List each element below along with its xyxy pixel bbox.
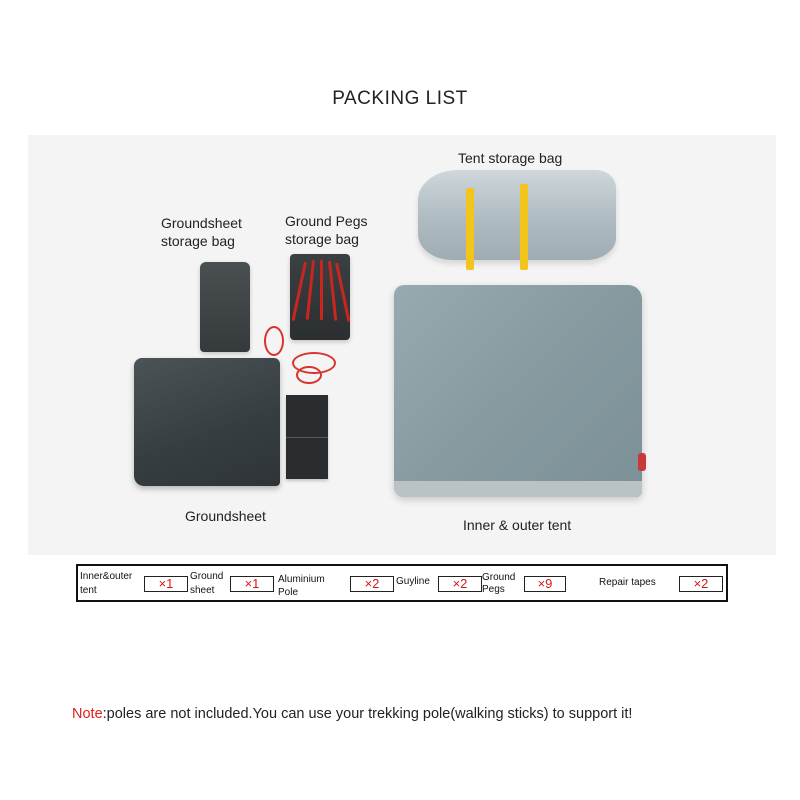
pegs-bag-label-line2: storage bag: [285, 231, 359, 247]
groundsheet-storage-bag: [200, 262, 250, 352]
ground-peg: [335, 263, 350, 322]
table-item-qty: ×1: [230, 576, 274, 592]
pegs-bag-label-line1: Ground Pegs: [285, 213, 368, 229]
table-item-qty: ×2: [679, 576, 723, 592]
table-item-qty: ×2: [438, 576, 482, 592]
note-prefix: Note: [72, 706, 103, 722]
tent-storage-bag-label: Tent storage bag: [458, 150, 563, 166]
bag-strap: [466, 188, 474, 270]
ground-peg: [320, 260, 323, 320]
table-item-label: Repair tapes: [599, 577, 656, 588]
table-item-label: Pole: [278, 587, 299, 598]
table-item-qty: ×9: [524, 576, 566, 592]
table-item-label: Inner&outer: [80, 571, 133, 582]
table-item-qty: ×1: [144, 576, 188, 592]
repair-tapes: [286, 395, 328, 479]
guyline: [264, 326, 284, 356]
table-item-label: Ground: [190, 571, 224, 582]
tent-storage-bag: [418, 170, 616, 260]
inner-outer-tent-label: Inner & outer tent: [463, 517, 572, 533]
table-item-label: Pegs: [482, 584, 505, 595]
table-item-label: Ground: [482, 572, 516, 583]
bag-strap: [520, 184, 528, 270]
page-title: PACKING LIST: [332, 88, 468, 109]
table-item-label: tent: [80, 585, 97, 596]
guyline: [296, 366, 322, 384]
groundsheet-label: Groundsheet: [185, 508, 266, 524]
ground-peg: [306, 260, 315, 320]
table-item-qty: ×2: [350, 576, 394, 592]
table-item-label: sheet: [190, 585, 215, 596]
groundsheet: [134, 358, 280, 486]
packing-table: [76, 564, 728, 602]
groundsheet-bag-label-line2: storage bag: [161, 233, 235, 249]
ground-pegs-storage-bag: [290, 254, 350, 340]
tent-edge: [394, 481, 642, 497]
tent-tag: [638, 453, 646, 471]
note-text: [72, 706, 632, 722]
inner-outer-tent: [394, 285, 642, 497]
ground-peg: [292, 262, 307, 321]
groundsheet-bag-label-line1: Groundsheet: [161, 215, 242, 231]
table-item-label: Aluminium: [278, 574, 325, 585]
note-body: :poles are not included.You can use your trekking pole(walking sticks) to support it!: [102, 706, 633, 722]
table-item-label: Guyline: [396, 576, 430, 587]
